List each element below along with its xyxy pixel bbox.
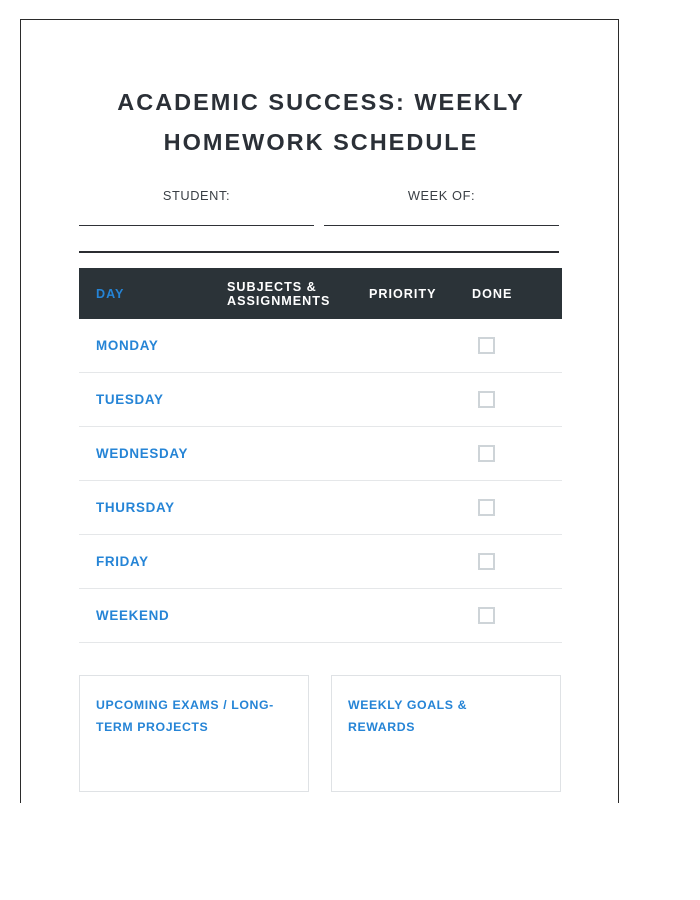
table-row bbox=[79, 427, 562, 481]
row-day-label: TUESDAY bbox=[96, 391, 164, 407]
page-title-line-1: ACADEMIC SUCCESS: WEEKLY bbox=[117, 89, 525, 115]
table-row bbox=[79, 481, 562, 535]
week-of-label: WEEK OF: bbox=[407, 188, 476, 203]
column-header-priority: PRIORITY bbox=[369, 286, 437, 301]
table-row bbox=[79, 535, 562, 589]
table-row bbox=[79, 589, 562, 643]
weekly-goals-title bbox=[348, 694, 544, 738]
schedule-table bbox=[79, 268, 562, 643]
weekly-goals-title-line-2: REWARDS bbox=[348, 720, 416, 734]
meta-fields bbox=[79, 188, 559, 226]
upcoming-exams-title-line-2: TERM PROJECTS bbox=[96, 720, 209, 734]
row-done-cell bbox=[472, 445, 544, 462]
row-day-label: MONDAY bbox=[96, 337, 159, 353]
student-label: STUDENT: bbox=[162, 188, 231, 203]
row-done-cell bbox=[472, 499, 544, 516]
done-checkbox[interactable] bbox=[478, 337, 495, 354]
column-header-subjects-line-2: ASSIGNMENTS bbox=[227, 293, 331, 308]
table-row bbox=[79, 319, 562, 373]
notes-area bbox=[79, 675, 562, 792]
student-input-line[interactable] bbox=[79, 225, 314, 226]
done-checkbox[interactable] bbox=[478, 391, 495, 408]
done-checkbox[interactable] bbox=[478, 445, 495, 462]
row-day-label: THURSDAY bbox=[96, 499, 175, 515]
page-title-line-2: HOMEWORK SCHEDULE bbox=[163, 129, 479, 155]
upcoming-exams-title-line-1: UPCOMING EXAMS / LONG- bbox=[96, 698, 274, 712]
student-field[interactable] bbox=[79, 188, 314, 226]
upcoming-exams-box[interactable] bbox=[79, 675, 309, 792]
page-content bbox=[21, 20, 618, 803]
table-row bbox=[79, 373, 562, 427]
column-header-subjects bbox=[227, 280, 369, 308]
row-done-cell bbox=[472, 553, 544, 570]
week-of-input-line[interactable] bbox=[324, 225, 559, 226]
done-checkbox[interactable] bbox=[478, 499, 495, 516]
column-header-day: DAY bbox=[96, 286, 125, 301]
row-done-cell bbox=[472, 391, 544, 408]
week-of-field[interactable] bbox=[324, 188, 559, 226]
row-done-cell bbox=[472, 607, 544, 624]
row-day-label: WEEKEND bbox=[96, 607, 170, 623]
column-header-subjects-line-1: SUBJECTS & bbox=[227, 279, 317, 294]
weekly-goals-title-line-1: WEEKLY GOALS & bbox=[348, 698, 468, 712]
done-checkbox[interactable] bbox=[478, 607, 495, 624]
column-header-done: DONE bbox=[472, 286, 513, 301]
row-day-label: FRIDAY bbox=[96, 553, 149, 569]
page-title bbox=[59, 82, 583, 162]
upcoming-exams-title bbox=[96, 694, 292, 738]
row-day-label: WEDNESDAY bbox=[96, 445, 189, 461]
header-divider-rule bbox=[79, 251, 559, 253]
weekly-goals-box[interactable] bbox=[331, 675, 561, 792]
row-done-cell bbox=[472, 337, 544, 354]
document-page bbox=[20, 19, 619, 803]
table-header-row bbox=[79, 268, 562, 319]
done-checkbox[interactable] bbox=[478, 553, 495, 570]
